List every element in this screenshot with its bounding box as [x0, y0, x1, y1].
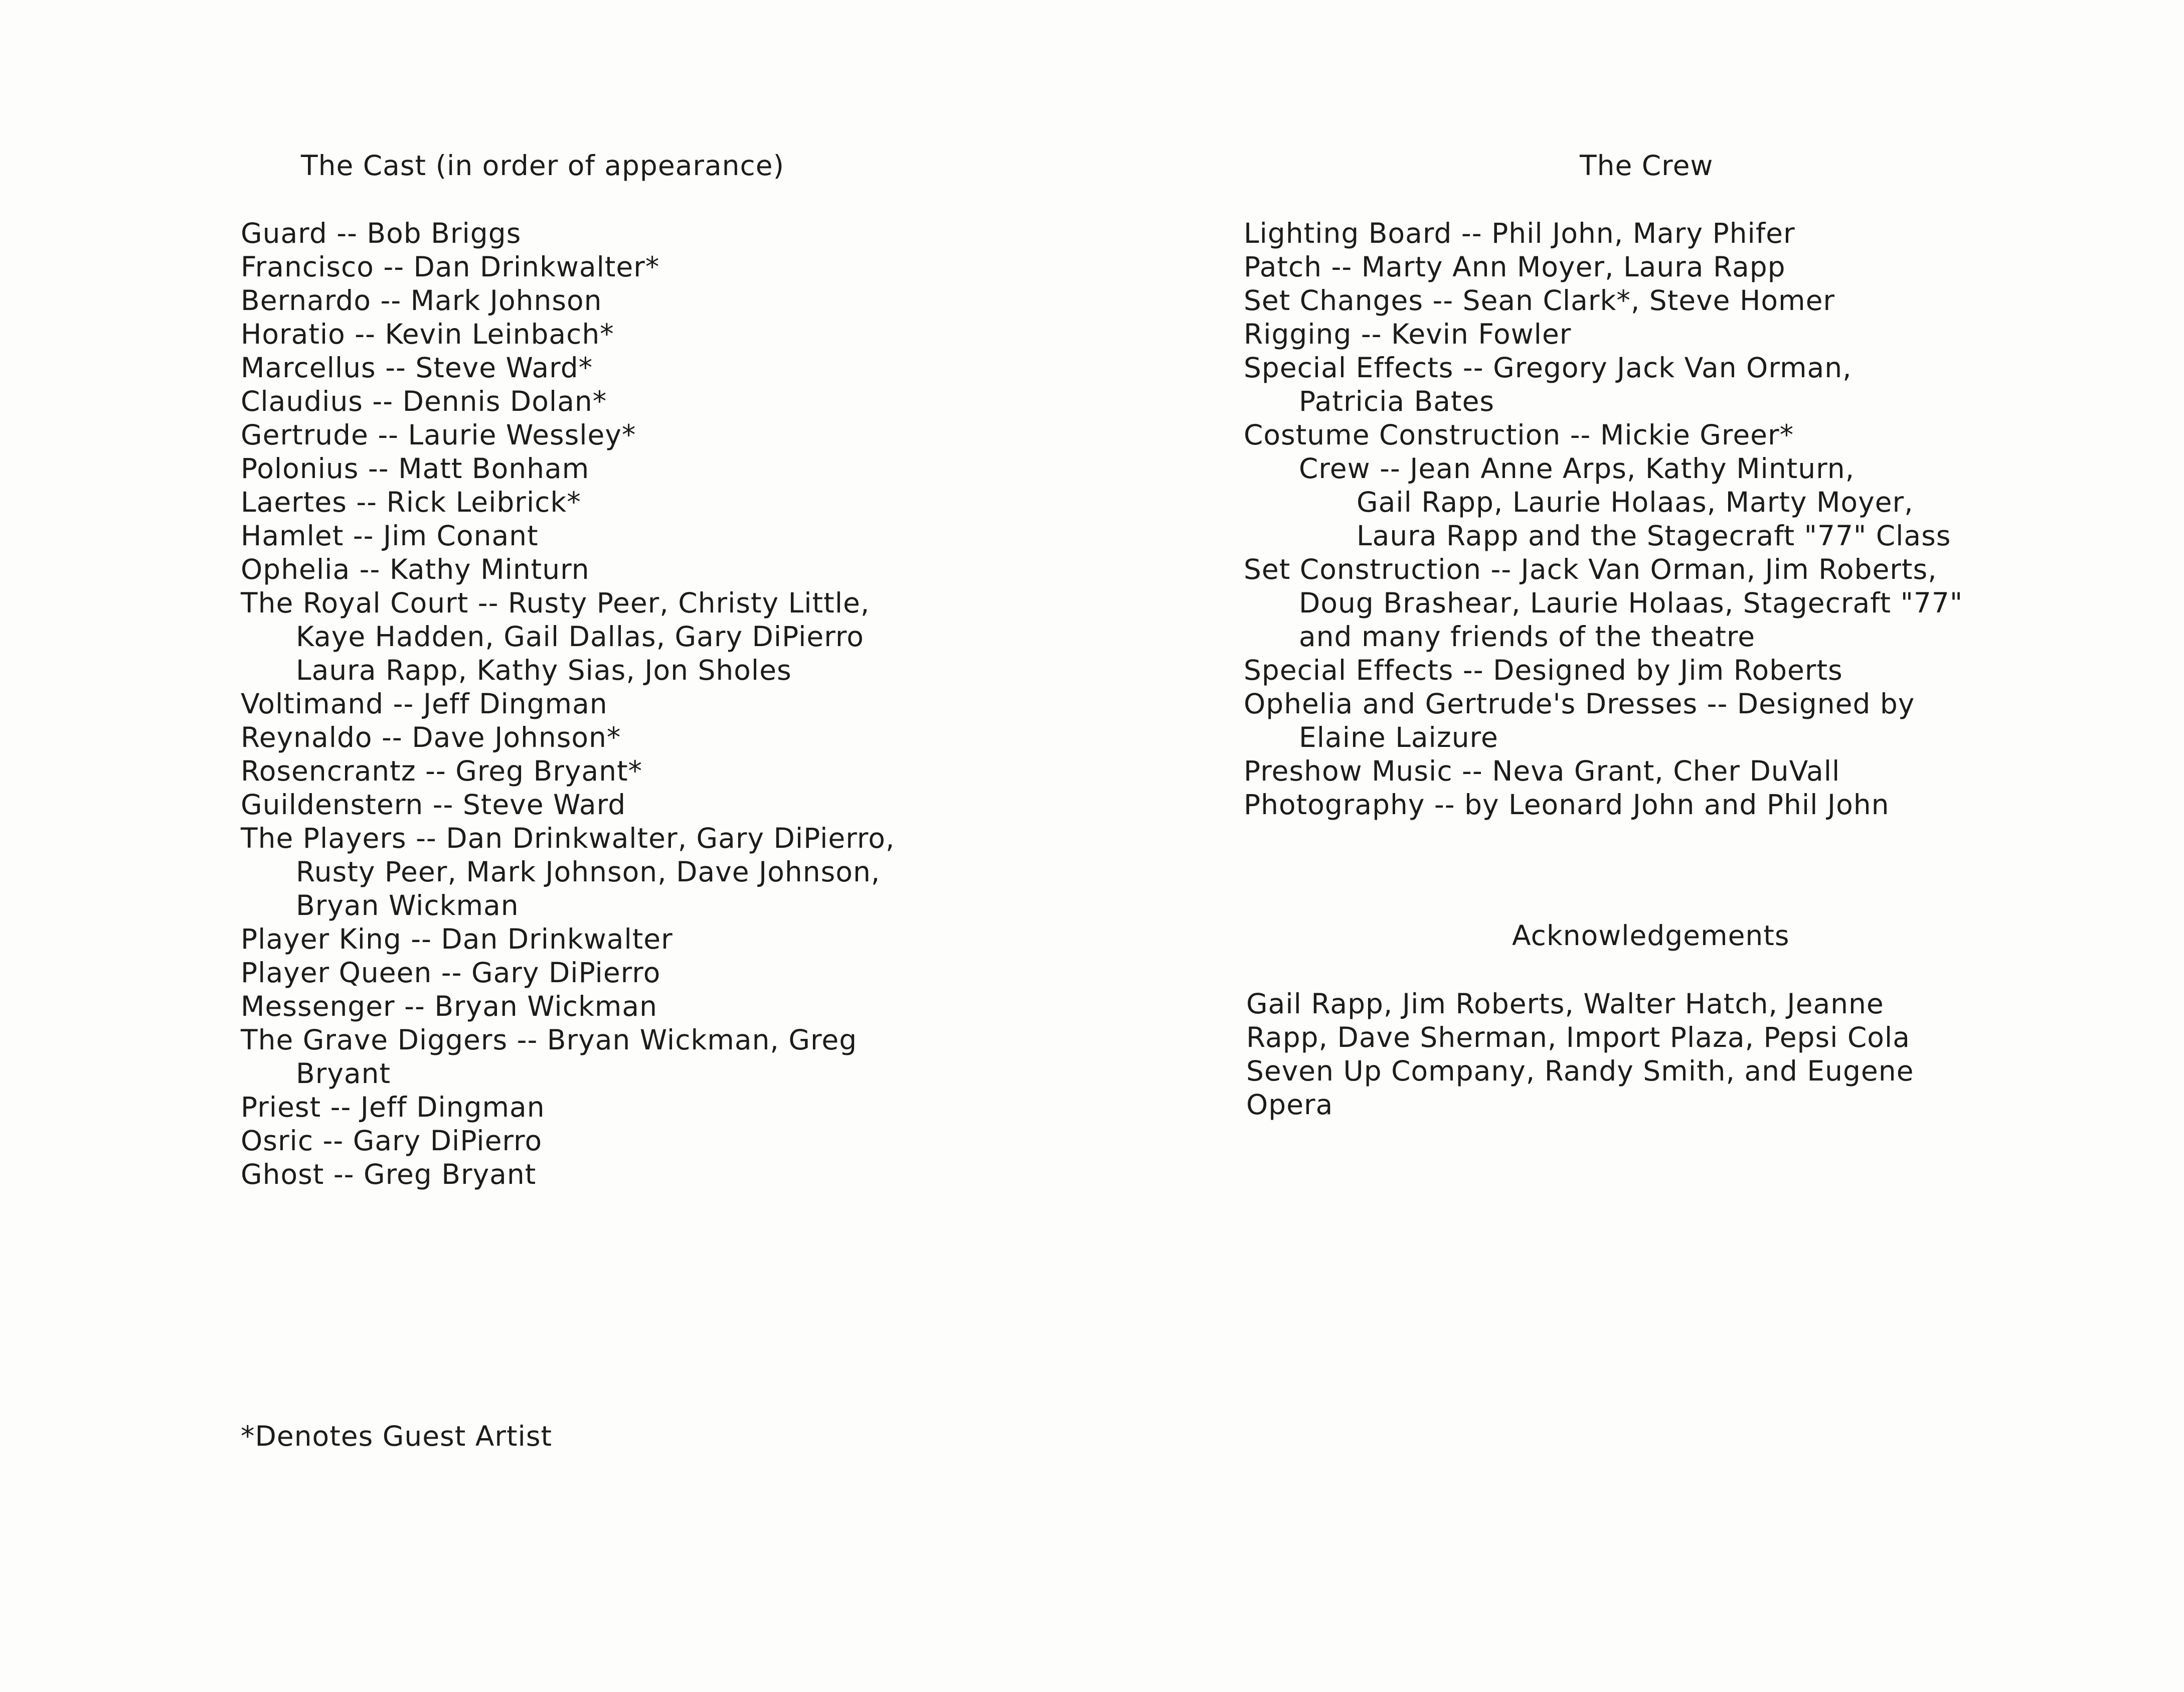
acknowledgements-title: Acknowledgements [1512, 919, 1790, 952]
cast-line: Polonius -- Matt Bonham [241, 452, 590, 485]
acknowledgements-text [1246, 987, 1914, 1122]
cast-line: Ghost -- Greg Bryant [241, 1158, 537, 1190]
cast-line: Bernardo -- Mark Johnson [241, 284, 602, 317]
cast-line: Claudius -- Dennis Dolan* [241, 385, 607, 417]
crew-line: Photography -- by Leonard John and Phil John [1244, 789, 1890, 821]
cast-line: Horatio -- Kevin Leinbach* [241, 318, 614, 350]
cast-line: Priest -- Jeff Dingman [241, 1091, 545, 1123]
cast-line: Rusty Peer, Mark Johnson, Dave Johnson, [296, 856, 881, 888]
acknowledgements-line: Rapp, Dave Sherman, Import Plaza, Pepsi Cola [1246, 1021, 1910, 1053]
cast-line: Player Queen -- Gary DiPierro [241, 957, 661, 989]
cast-line: Laertes -- Rick Leibrick* [241, 486, 581, 518]
cast-line: Gertrude -- Laurie Wessley* [241, 419, 636, 451]
cast-line: Bryan Wickman [296, 889, 519, 921]
crew-line: Rigging -- Kevin Fowler [1244, 318, 1572, 350]
cast-line: Osric -- Gary DiPierro [241, 1125, 543, 1157]
guest-artist-footnote: *Denotes Guest Artist [241, 1420, 553, 1452]
crew-line: Patch -- Marty Ann Moyer, Laura Rapp [1244, 251, 1786, 283]
cast-line: Rosencrantz -- Greg Bryant* [241, 755, 643, 787]
cast-line: Messenger -- Bryan Wickman [241, 990, 657, 1022]
cast-line: Marcellus -- Steve Ward* [241, 352, 593, 384]
cast-line: Voltimand -- Jeff Dingman [241, 688, 608, 720]
crew-line: Patricia Bates [1299, 385, 1495, 417]
crew-line: Special Effects -- Gregory Jack Van Orman, [1244, 352, 1852, 384]
cast-line: Laura Rapp, Kathy Sias, Jon Sholes [296, 654, 792, 686]
cast-line: The Royal Court -- Rusty Peer, Christy Little, [241, 587, 870, 619]
crew-line: Set Construction -- Jack Van Orman, Jim Roberts, [1244, 553, 1937, 585]
cast-line: Player King -- Dan Drinkwalter [241, 923, 673, 955]
acknowledgements-line: Opera [1246, 1089, 1333, 1121]
cast-line: Kaye Hadden, Gail Dallas, Gary DiPierro [296, 621, 864, 653]
crew-line: Gail Rapp, Laurie Holaas, Marty Moyer, [1357, 486, 1914, 518]
crew-line: Lighting Board -- Phil John, Mary Phifer [1244, 217, 1795, 249]
crew-line: and many friends of the theatre [1299, 621, 1756, 653]
cast-line: Guard -- Bob Briggs [241, 217, 522, 249]
cast-line: Reynaldo -- Dave Johnson* [241, 721, 621, 753]
cast-line: Hamlet -- Jim Conant [241, 520, 539, 552]
cast-line: The Players -- Dan Drinkwalter, Gary DiPierro, [241, 822, 895, 854]
crew-line: Laura Rapp and the Stagecraft "77" Class [1357, 520, 1951, 552]
crew-line: Costume Construction -- Mickie Greer* [1244, 419, 1794, 451]
crew-list [1244, 217, 1963, 822]
cast-line: Guildenstern -- Steve Ward [241, 789, 626, 821]
crew-line: Set Changes -- Sean Clark*, Steve Homer [1244, 284, 1835, 317]
cast-list [241, 217, 895, 1191]
acknowledgements-line: Gail Rapp, Jim Roberts, Walter Hatch, Jeanne [1246, 988, 1884, 1020]
crew-line: Crew -- Jean Anne Arps, Kathy Minturn, [1299, 452, 1855, 485]
crew-line: Doug Brashear, Laurie Holaas, Stagecraft "77" [1299, 587, 1963, 619]
cast-line: Bryant [296, 1057, 391, 1090]
cast-line: Ophelia -- Kathy Minturn [241, 553, 590, 585]
crew-title: The Crew [1580, 149, 1714, 182]
cast-title: The Cast (in order of appearance) [301, 149, 785, 182]
cast-line: Francisco -- Dan Drinkwalter* [241, 251, 660, 283]
crew-line: Elaine Laizure [1299, 721, 1498, 753]
crew-line: Ophelia and Gertrude's Dresses -- Designed by [1244, 688, 1915, 720]
acknowledgements-line: Seven Up Company, Randy Smith, and Eugene [1246, 1055, 1914, 1087]
cast-line: The Grave Diggers -- Bryan Wickman, Greg [241, 1024, 858, 1056]
crew-line: Preshow Music -- Neva Grant, Cher DuVall [1244, 755, 1840, 787]
crew-line: Special Effects -- Designed by Jim Roberts [1244, 654, 1843, 686]
